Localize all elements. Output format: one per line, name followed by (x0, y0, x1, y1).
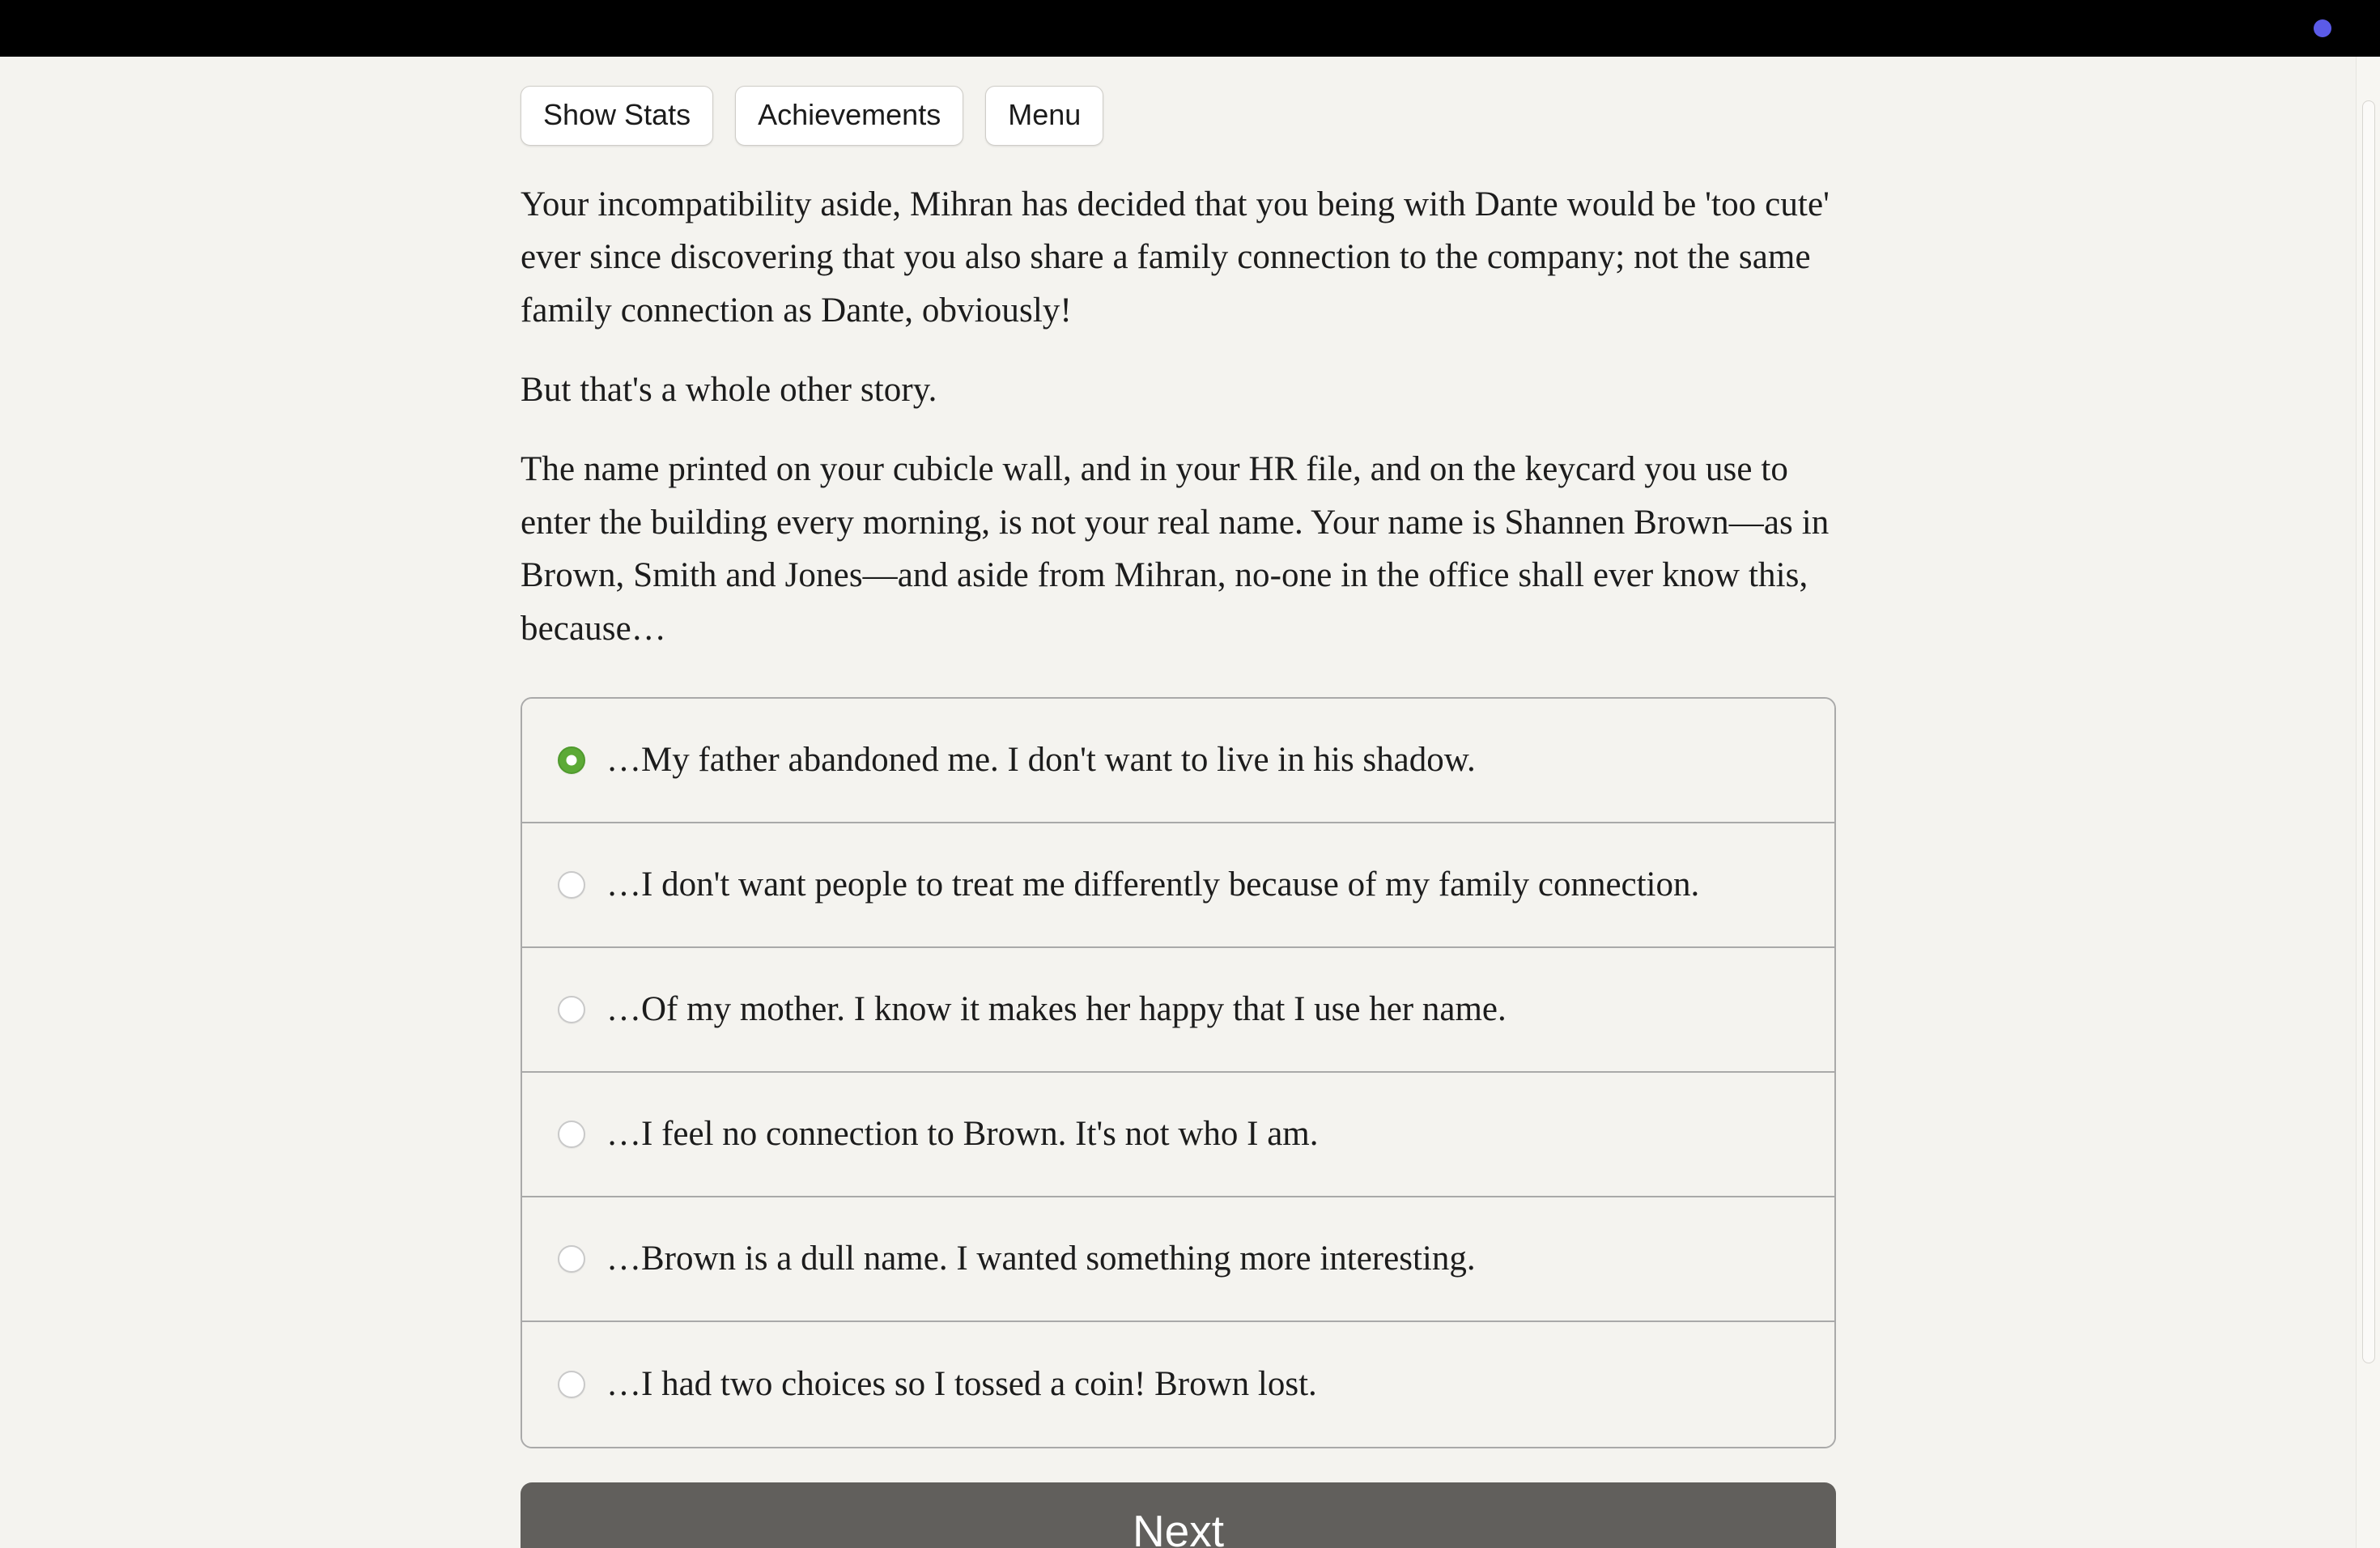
choice-option-label: …Of my mother. I know it makes her happy that I use her name. (606, 989, 1507, 1028)
content-column (521, 86, 1840, 1548)
scrollbar-thumb[interactable] (2362, 100, 2375, 1363)
radio-button-icon[interactable] (558, 1245, 585, 1273)
story-text (521, 178, 1840, 655)
menu-button[interactable]: Menu (985, 86, 1103, 146)
radio-button-icon[interactable] (558, 1371, 585, 1398)
choice-option-label: …I feel no connection to Brown. It's not who I am. (606, 1114, 1319, 1153)
game-toolbar (521, 86, 1840, 146)
choice-option-label: …I had two choices so I tossed a coin! Brown lost. (606, 1364, 1317, 1403)
radio-button-icon[interactable] (558, 871, 585, 899)
choice-option-label: …My father abandoned me. I don't want to live in his shadow. (606, 740, 1476, 779)
radio-button-icon[interactable] (558, 996, 585, 1023)
radio-button-icon[interactable] (558, 1121, 585, 1148)
browser-top-bar (0, 0, 2380, 57)
story-page (0, 57, 2380, 1548)
radio-button-icon[interactable] (558, 746, 585, 774)
choice-option[interactable] (522, 1322, 1834, 1447)
recording-indicator-icon (2314, 19, 2331, 37)
next-button[interactable]: Next (521, 1482, 1836, 1548)
choice-list (521, 697, 1836, 1448)
achievements-button[interactable]: Achievements (735, 86, 963, 146)
page-scrollbar[interactable] (2356, 57, 2380, 1548)
choice-option[interactable] (522, 699, 1834, 823)
story-paragraph: The name printed on your cubicle wall, and in your HR file, and on the keycard you use to enter the building every morning, is not your real name. Your name is Shannen Brown—as in Brown, Smith and Jones—and aside from Mihran, no-one in the office shall ever know this, because… (521, 450, 1830, 648)
page-viewport (0, 57, 2380, 1548)
choice-option[interactable] (522, 948, 1834, 1073)
choice-option[interactable] (522, 1197, 1834, 1322)
choice-option-label: …I don't want people to treat me differently because of my family connection. (606, 865, 1700, 904)
show-stats-button[interactable]: Show Stats (521, 86, 713, 146)
choice-option-label: …Brown is a dull name. I wanted something more interesting. (606, 1239, 1476, 1278)
story-paragraph: But that's a whole other story. (521, 371, 937, 410)
choice-option[interactable] (522, 823, 1834, 948)
choice-option[interactable] (522, 1073, 1834, 1197)
story-paragraph: Your incompatibility aside, Mihran has decided that you being with Dante would be 'too cute' ever since discovering that you also share a family connection to the company; not the same family connection as Dante, obviously! (521, 185, 1830, 330)
